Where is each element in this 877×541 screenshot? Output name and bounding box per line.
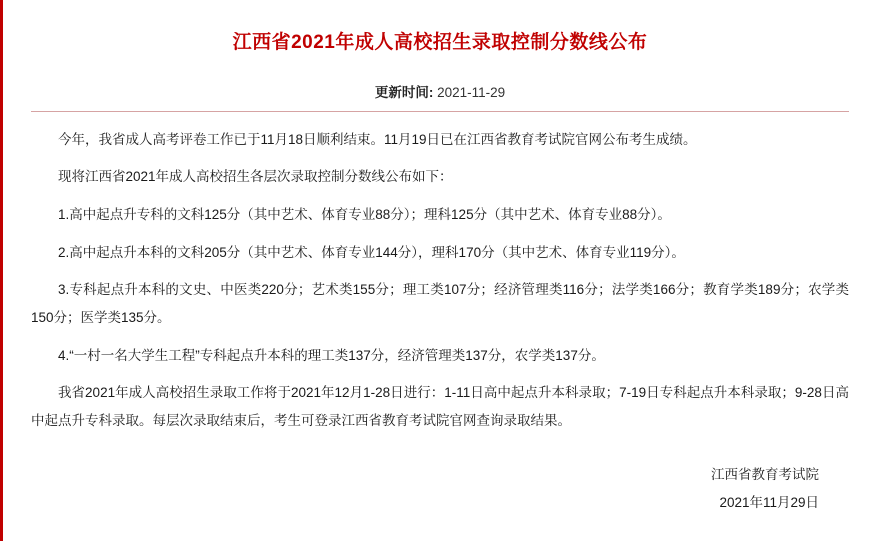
header-divider [31, 111, 849, 112]
document-inner [3, 0, 877, 517]
paragraph-1: 今年，我省成人高考评卷工作已于11月18日顺利结束。11月19日已在江西省教育考试院官网公布考生成绩。 [58, 131, 697, 147]
paragraph-2: 现将江西省2021年成人高校招生各层次录取控制分数线公布如下： [58, 169, 453, 185]
update-time-value: 2021-11-29 [437, 84, 506, 100]
signature-org: 江西省教育考试院 [711, 466, 819, 482]
paragraph-5: 3.专科起点升本科的文史、中医类220分；艺术类155分；理工类107分；经济管理类116分；法学类166分；教育学类189分；农学类150分；医学类135分。 [31, 282, 849, 325]
paragraph-4: 2.高中起点升本科的文科205分（其中艺术、体育专业144分），理科170分（其中艺术、体育专业119分）。 [58, 244, 685, 260]
document-body [31, 126, 849, 435]
update-time-line [31, 81, 849, 101]
update-time-label: 更新时间: [374, 84, 434, 100]
signature-block [31, 461, 849, 518]
page-title: 江西省2021年成人高校招生录取控制分数线公布 [232, 32, 648, 53]
paragraph-7: 我省2021年成人高校招生录取工作将于2021年12月1-28日进行：1-11日高中起点升本科录取；7-19日专科起点升本科录取；9-28日高中起点升专科录取。每层次录取结束后，考生可登录江西省教育考试院官网查询录取结果。 [31, 385, 849, 428]
signature-date: 2021年11月29日 [719, 494, 819, 510]
paragraph-6: 4.“一村一名大学生工程”专科起点升本科的理工类137分，经济管理类137分，农学类137分。 [58, 347, 605, 363]
paragraph-3: 1.高中起点升专科的文科125分（其中艺术、体育专业88分）；理科125分（其中艺术、体育专业88分）。 [58, 206, 671, 222]
